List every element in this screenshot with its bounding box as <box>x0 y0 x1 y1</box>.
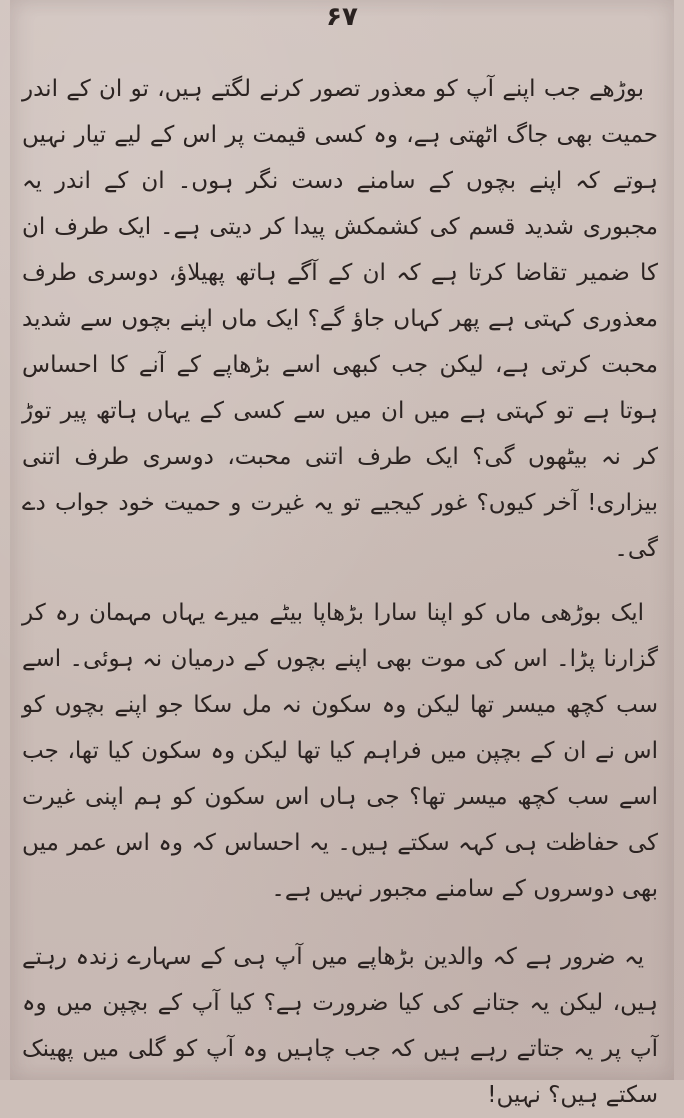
paragraph: بوڑھے جب اپنے آپ کو معذور تصور کرنے لگتے ہیں، تو ان کے اندر حمیت بھی جاگ اٹھتی ہے، وہ کسی قیمت پر اس کے لیے تیار نہیں ہوتے کہ اپنے بچوں کے سامنے دست نگر ہوں۔ ان کے اندر یہ مجبوری شدید قسم کی کشمکش پیدا کر دیتی ہے۔ ایک طرف ان کا ضمیر تقاضا کرتا ہے کہ ان کے آگے ہاتھ پھیلاؤ، دوسری طرف معذوری کہتی ہے پھر کہاں جاؤ گے؟ ایک ماں اپنے بچوں سے شدید محبت کرتی ہے، لیکن جب کبھی اسے بڑھاپے کے آنے کا احساس ہوتا ہے تو کہتی ہے میں ان میں سے کسی کے یہاں ہاتھ پیر توڑ کر نہ بیٹھوں گی؟ ایک طرف اتنی محبت، دوسری طرف اتنی بیزاری! آخر کیوں؟ غور کیجیے تو یہ غیرت و حمیت خود جواب دے گی۔ <box>22 76 658 562</box>
page-number: ۶۷ <box>326 2 358 32</box>
paragraph: یہ ضرور ہے کہ والدین بڑھاپے میں آپ ہی کے سہارے زندہ رہتے ہیں، لیکن یہ جتانے کی کیا ضرورت ہے؟ کیا آپ کے بچپن میں وہ آپ پر یہ جتاتے رہے ہیں کہ جب چاہیں وہ آپ کو گلی میں پھینک سکتے ہیں؟ نہیں! <box>22 944 658 1108</box>
paragraph: ایک بوڑھی ماں کو اپنا سارا بڑھاپا بیٹے میرے یہاں مہمان رہ کر گزارنا پڑا۔ اس کی موت بھی اپنے بچوں کے درمیان نہ ہوئی۔ اسے سب کچھ میسر تھا لیکن وہ سکون نہ مل سکا جو اپنے بچوں کو اس نے ان کے بچپن میں فراہم کیا تھا لیکن وہ سکون کیا تھا، جب اسے سب کچھ میسر تھا؟ جی ہاں اس سکون کو ہم اپنی غیرت کی حفاظت ہی کہہ سکتے ہیں۔ یہ احساس کہ وہ اس عمر میں بھی دوسروں کے سامنے مجبور نہیں ہے۔ <box>22 600 658 902</box>
body-text <box>22 66 658 1118</box>
